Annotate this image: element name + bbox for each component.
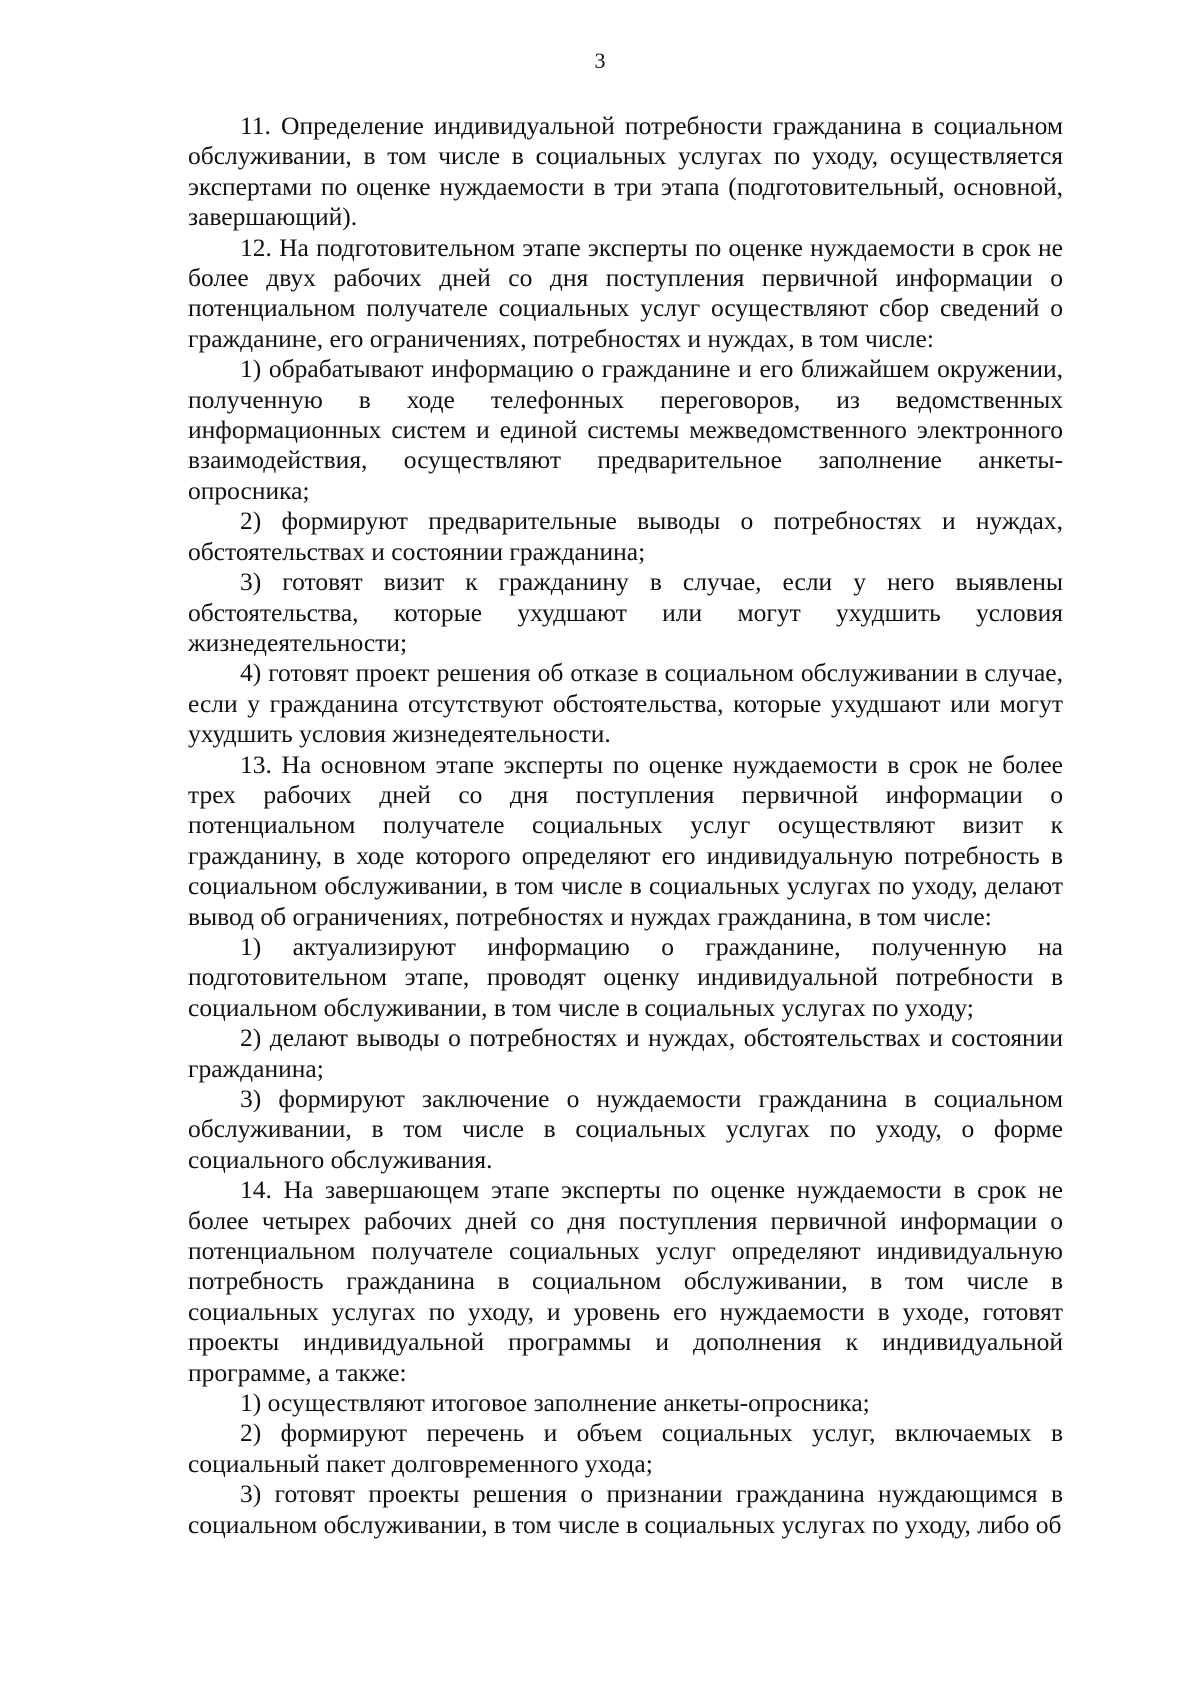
paragraph-14-item-3: 3) готовят проекты решения о признании гражданина нуждающимся в социальном обслуживании, в том числе в социальных услугах по уходу, либо об (188, 1479, 1063, 1539)
document-body (188, 111, 1063, 1540)
paragraph-12-item-4: 4) готовят проект решения об отказе в социальном обслуживании в случае, если у гражданина отсутствуют обстоятельства, которые ухудшают или могут ухудшить условия жизнедеятельности. (188, 658, 1063, 749)
paragraph-14-item-2: 2) формируют перечень и объем социальных услуг, включаемых в социальный пакет долговременного ухода; (188, 1418, 1063, 1478)
paragraph-14: 14. На завершающем этапе эксперты по оценке нуждаемости в срок не более четырех рабочих дней со дня поступления первичной информации о потенциальном получателе социальных услуг определяют индивидуальную потребность гражданина в социальном обслуживании, в том числе в социальных услугах по уходу, и уровень его нуждаемости в уходе, готовят проекты индивидуальной программы и дополнения к индивидуальной программе, а также: (188, 1175, 1063, 1387)
paragraph-12-item-2: 2) формируют предварительные выводы о потребностях и нуждах, обстоятельствах и состоянии гражданина; (188, 506, 1063, 566)
paragraph-13-item-3: 3) формируют заключение о нуждаемости гражданина в социальном обслуживании, в том числе в социальных услугах по уходу, о форме социального обслуживания. (188, 1084, 1063, 1174)
paragraph-13-item-2: 2) делают выводы о потребностях и нуждах, обстоятельствах и состоянии гражданина; (188, 1023, 1063, 1083)
paragraph-12-item-3: 3) готовят визит к гражданину в случае, если у него выявлены обстоятельства, которые ухудшают или могут ухудшить условия жизнедеятельности; (188, 567, 1063, 657)
paragraph-11: 11. Определение индивидуальной потребности гражданина в социальном обслуживании, в том числе в социальных услугах по уходу, осуществляется экспертами по оценке нуждаемости в три этапа (подготовительный, основной, завершающий). (188, 111, 1063, 232)
page-number: 3 (594, 48, 606, 73)
paragraph-14-item-1: 1) осуществляют итоговое заполнение анкеты-опросника; (240, 1388, 870, 1418)
paragraph-13: 13. На основном этапе эксперты по оценке нуждаемости в срок не более трех рабочих дней со дня поступления первичной информации о потенциальном получателе социальных услуг осуществляют визит к гражданину, в ходе которого определяют его индивидуальную потребность в социальном обслуживании, в том числе в социальных услугах по уходу, делают вывод об ограничениях, потребностях и нуждах гражданина, в том числе: (188, 749, 1063, 931)
paragraph-13-item-1: 1) актуализируют информацию о гражданине, полученную на подготовительном этапе, проводят оценку индивидуальной потребности в социальном обслуживании, в том числе в социальных услугах по уходу; (188, 931, 1063, 1022)
paragraph-12-item-1: 1) обрабатывают информацию о гражданине и его ближайшем окружении, полученную в ходе телефонных переговоров, из ведомственных информационных систем и единой системы межведомственного электронного взаимодействия, осуществляют предварительное заполнение анкеты-опросника; (188, 354, 1063, 505)
paragraph-12: 12. На подготовительном этапе эксперты по оценке нуждаемости в срок не более двух рабочих дней со дня поступления первичной информации о потенциальном получателе социальных услуг осуществляют сбор сведений о гражданине, его ограничениях, потребностях и нуждах, в том числе: (188, 232, 1063, 353)
